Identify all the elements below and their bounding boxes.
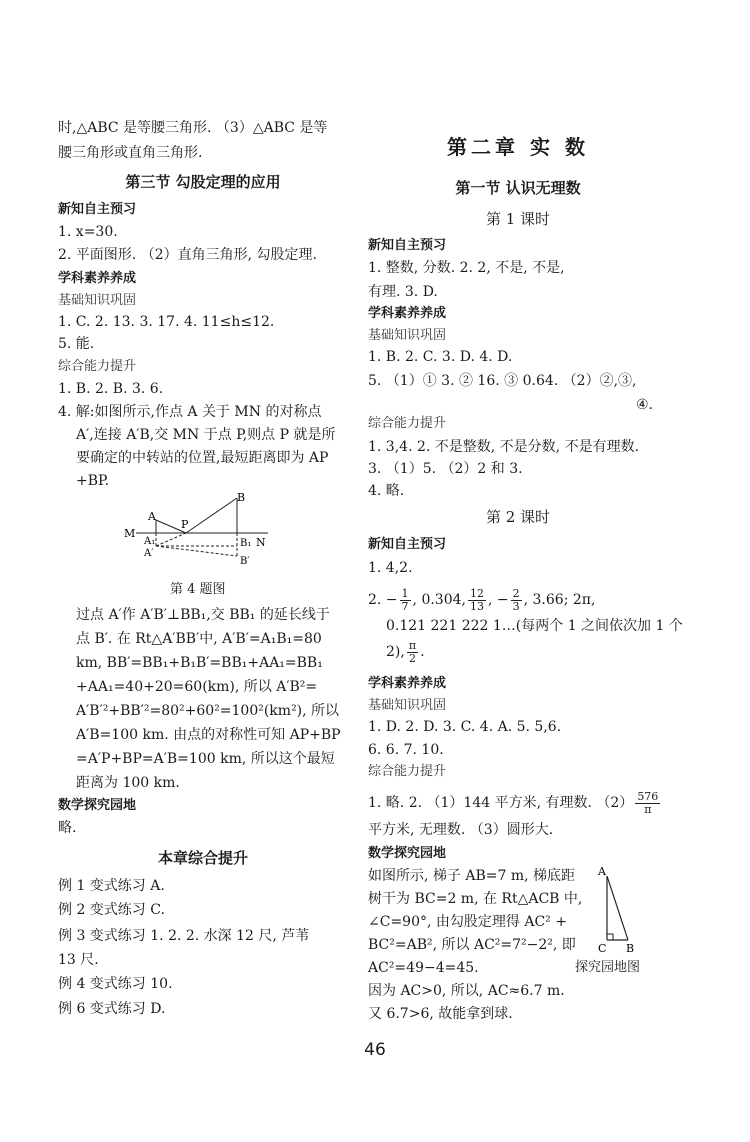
subheading: 数学探究园地 <box>58 798 137 813</box>
subheading: 学科素养养成 <box>368 306 447 321</box>
lesson-title: 第 1 课时 <box>485 210 551 228</box>
subheading: 数学探究园地 <box>368 846 447 861</box>
fig-label-M: M <box>124 527 136 540</box>
text-line: 3. （1）5. （2）2 和 3. <box>368 461 523 477</box>
fig-label-B1: B₁ <box>240 538 252 549</box>
text-line: 5. 能. <box>58 336 95 352</box>
subheading-minor: 综合能力提升 <box>58 359 137 374</box>
text-line: km, BB′=BB₁+B₁B′=BB₁+AA₁=BB₁ <box>76 655 323 671</box>
fraction <box>635 791 660 816</box>
text-line: 要确定的中转站的位置,最短距离即为 AP <box>76 450 329 466</box>
text-line: 4. 解:如图所示,作点 A 关于 MN 的对称点 <box>58 404 322 420</box>
fig-label-A: A <box>148 510 156 523</box>
subheading-minor: 基础知识巩固 <box>368 328 447 343</box>
text-run: . <box>420 644 425 660</box>
fig-label-B-prime: B′ <box>240 556 250 567</box>
text-line: 1. 4,2. <box>368 560 413 576</box>
text-line: 1. C. 2. 13. 3. 17. 4. 11≤h≤12. <box>58 314 275 330</box>
text-line: 过点 A′作 A′B′⊥BB₁,交 BB₁ 的延长线于 <box>76 607 330 623</box>
text-line: A′B′²+BB′²=80²+60²=100²(km²), 所以 <box>76 703 340 719</box>
subheading-minor: 基础知识巩固 <box>58 293 137 308</box>
text-run: 1. 略. 2. （1）144 平方米, 有理数. （2） <box>368 795 634 811</box>
fraction-den: 3 <box>512 599 520 613</box>
text-line: 有理. 3. D. <box>368 284 438 300</box>
text-line: 如图所示, 梯子 AB=7 m, 梯底距 <box>368 868 576 884</box>
subheading-minor: 综合能力提升 <box>368 416 447 431</box>
text-line: 时,△ABC 是等腰三角形. （3）△ABC 是等 <box>58 120 328 136</box>
fig-label-C: C <box>598 942 607 955</box>
text-line: 4. 略. <box>368 483 405 499</box>
text-line: AC²=49−4=45. <box>368 960 479 976</box>
fig-label-B: B <box>626 942 635 955</box>
text-line: 1. B. 2. B. 3. 6. <box>58 381 164 397</box>
subheading-minor: 综合能力提升 <box>368 764 447 779</box>
fig-label-N: N <box>256 536 266 549</box>
fraction-den: 7 <box>401 599 409 613</box>
question-4-figure <box>120 490 280 580</box>
text-run: , 0.304, <box>412 592 466 608</box>
fraction-den: 13 <box>469 599 484 613</box>
fraction-num: π <box>408 638 417 652</box>
text-line: 点 B′. 在 Rt△A′BB′中, A′B′=A₁B₁=80 <box>76 631 322 647</box>
text-line: 5. （1）① 3. ② 16. ③ 0.64. （2）②,③, <box>368 373 637 389</box>
lesson-title: 第 2 课时 <box>485 508 551 526</box>
text-line: 1. B. 2. C. 3. D. 4. D. <box>368 349 513 365</box>
text-line: 2. 平面图形. （2）直角三角形, 勾股定理. <box>58 247 317 263</box>
fig-label-B: B <box>237 491 246 504</box>
subheading-minor: 基础知识巩固 <box>368 698 447 713</box>
text-line: 距离为 100 km. <box>76 775 180 791</box>
text-line: 例 1 变式练习 A. <box>58 878 165 894</box>
fig-label-A-prime: A′ <box>144 548 154 559</box>
fig-label-A: A <box>598 865 606 878</box>
text-line: 6. 6. 7. 10. <box>368 742 444 758</box>
text-line: 1. D. 2. D. 3. C. 4. A. 5. 5,6. <box>368 719 562 735</box>
fig-label-A1: A₁ <box>144 536 156 547</box>
section-title: 第一节 认识无理数 <box>455 179 581 197</box>
fraction <box>468 588 486 613</box>
text-line: 1. 3,4. 2. 不是整数, 不是分数, 不是有理数. <box>368 439 640 455</box>
math-line <box>368 788 662 818</box>
text-line: =A′P+BP=A′B=100 km, 所以这个最短 <box>76 751 335 767</box>
text-line: 平方米, 无理数. （3）圆形大. <box>368 822 554 838</box>
text-line: 1. 整数, 分数. 2. 2, 不是, 不是, <box>368 260 565 276</box>
subheading: 学科素养养成 <box>368 676 447 691</box>
text-line: BC²=AB², 所以 AC²=7²−2², 即 <box>368 937 576 953</box>
text-line: ④. <box>636 397 654 413</box>
text-line: 因为 AC>0, 所以, AC≈6.7 m. <box>368 983 565 999</box>
text-line: 例 4 变式练习 10. <box>58 976 173 992</box>
text-line: 0.121 221 222 1…(每两个 1 之间依次加 1 个 <box>386 618 683 634</box>
fraction-den: π <box>644 802 652 816</box>
figure-caption: 探究园地图 <box>575 960 641 975</box>
text-line: 略. <box>58 820 77 836</box>
fig-label-P: P <box>181 518 189 531</box>
section-title: 本章综合提升 <box>157 849 248 867</box>
text-line: ∠C=90°, 由勾股定理得 AC² + <box>368 914 567 930</box>
text-line: 例 3 变式练习 1. 2. 2. 水深 12 尺, 芦苇 <box>58 928 310 944</box>
fraction <box>511 588 522 613</box>
math-line <box>386 637 425 667</box>
subheading: 学科素养养成 <box>58 271 137 286</box>
subheading: 新知自主预习 <box>58 202 137 217</box>
fraction-den: 2 <box>408 651 416 665</box>
text-line: 又 6.7>6, 故能拿到球. <box>368 1006 513 1022</box>
text-line: +AA₁=40+20=60(km), 所以 A′B²= <box>76 679 318 695</box>
text-line: A′,连接 A′B,交 MN 于点 P,则点 P 就是所 <box>76 427 336 443</box>
text-line: 例 6 变式练习 D. <box>58 1001 166 1017</box>
text-line: 例 2 变式练习 C. <box>58 902 165 918</box>
text-line: 13 尺. <box>58 952 99 968</box>
text-line: 树干为 BC=2 m, 在 Rt△ACB 中, <box>368 891 583 907</box>
subheading: 新知自主预习 <box>368 238 447 253</box>
text-line: 腰三角形或直角三角形. <box>58 145 203 161</box>
fraction-num: 576 <box>637 789 659 803</box>
fraction <box>400 588 411 613</box>
text-run: 2), <box>386 644 405 660</box>
chapter-title: 第二章 实 数 <box>447 135 589 159</box>
text-run: , 3.66; 2π, <box>523 592 596 608</box>
text-run: , − <box>487 592 509 608</box>
fraction-num: 1 <box>401 586 409 600</box>
fraction-num: 2 <box>512 586 520 600</box>
fraction <box>407 640 418 665</box>
ladder-figure <box>590 864 640 956</box>
text-run: 2. − <box>368 592 398 608</box>
figure-caption: 第 4 题图 <box>170 582 226 597</box>
section-title: 第三节 勾股定理的应用 <box>125 173 281 191</box>
subheading: 新知自主预习 <box>368 537 447 552</box>
math-line <box>368 585 595 615</box>
fraction-num: 12 <box>469 586 484 600</box>
text-line: +BP. <box>76 473 110 489</box>
page-number: 46 <box>364 1040 386 1060</box>
text-line: A′B=100 km. 由点的对称性可知 AP+BP <box>76 727 341 743</box>
text-line: 1. x=30. <box>58 224 118 240</box>
